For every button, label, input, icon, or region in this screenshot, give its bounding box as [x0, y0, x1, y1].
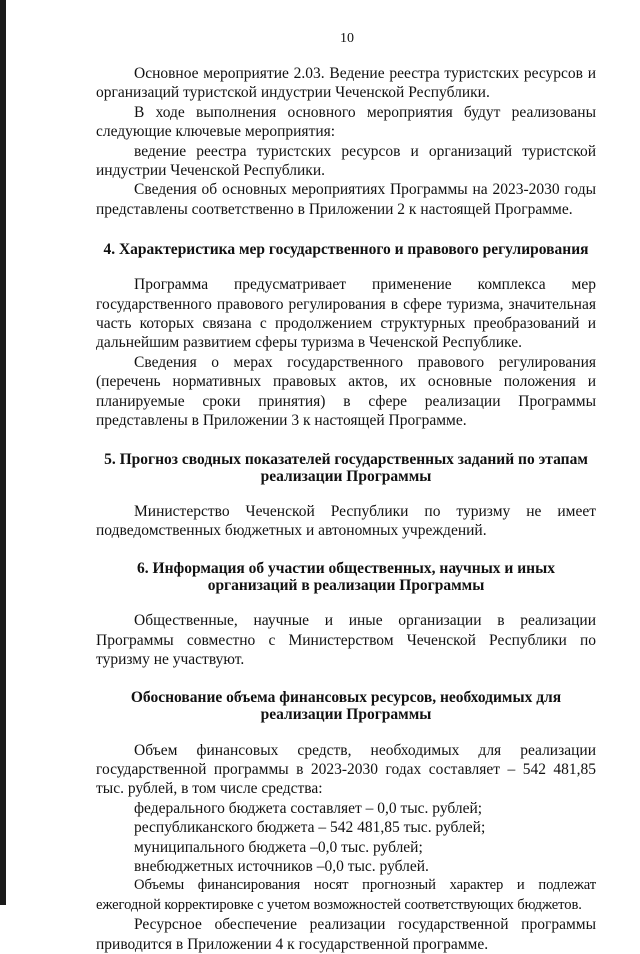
paragraph-key-events: В ходе выполнения основного мероприятия будут реализованы следующие ключевые мероприятия: [96, 103, 596, 141]
paragraph-registry: ведение реестра туристских ресурсов и организаций туристской индустрии Чеченской Республики. [96, 142, 596, 180]
scan-edge [0, 0, 6, 905]
financing-closing: Ресурсное обеспечение реализации государственной программы приводится в Приложении 4 к государственной программе. [96, 916, 596, 953]
paragraph-appendix-2: Сведения об основных мероприятиях Программы на 2023-2030 годы представлены соответственно в Приложении 2 к настоящей Программе. [96, 181, 596, 218]
financing-closing: Объемы финансирования носят прогнозный характер и подлежат ежегодной корректировке с учетом возможностей соответствующих бюджетов. [96, 877, 596, 913]
section-4-heading: 4. Характеристика мер государственного и правового регулирования [103, 241, 589, 259]
section-5-paragraph: Министерство Чеченской Республики по туризму не имеет подведомственных бюджетных и автономных учреждений. [96, 502, 596, 539]
page-number: 10 [340, 31, 354, 46]
section-6-paragraph: Общественные, научные и иные организации в реализации Программы совместно с Министерством Чеченской Республики по туризму не участвуют. [96, 612, 596, 669]
paragraph-main-event: Основное мероприятие 2.03. Ведение реестра туристских ресурсов и организаций туристской индустрии Чеченской Республики. [96, 65, 596, 102]
document-body [96, 64, 596, 954]
section-6-heading: 6. Информация об участии общественных, научных и иных организаций в реализации Программы [137, 560, 555, 595]
financing-intro: Объем финансовых средств, необходимых для реализации государственной программы в 2023-2030 годах составляет – 542 481,85 тыс. рублей, в том числе средства: [96, 741, 596, 798]
financing-item: федерального бюджета составляет – 0,0 тыс. рублей; [134, 799, 483, 817]
financing-heading: Обоснование объема финансовых ресурсов, необходимых для реализации Программы [130, 688, 562, 723]
financing-item: республиканского бюджета – 542 481,85 тыс. рублей; [134, 819, 486, 837]
financing-item: муниципального бюджета –0,0 тыс. рублей; [134, 838, 423, 856]
section-4-paragraph: Сведения о мерах государственного правового регулирования (перечень нормативных правовых актов, их основные положения и планируемые сроки принятия) в сфере реализации Программы представлены в Приложении 3 к настоящей Программе. [96, 353, 596, 430]
financing-item: внебюджетных источников –0,0 тыс. рублей. [134, 857, 429, 875]
section-4-paragraph: Программа предусматривает применение комплекса мер государственного правового регулирования в сфере туризма, значительная часть которых связана с продолжением структурных преобразований и дальнейшим развитием сферы туризма в Чеченской Республике. [96, 276, 596, 352]
section-5-heading: 5. Прогноз сводных показателей государственных заданий по этапам реализации Программы [104, 450, 588, 485]
